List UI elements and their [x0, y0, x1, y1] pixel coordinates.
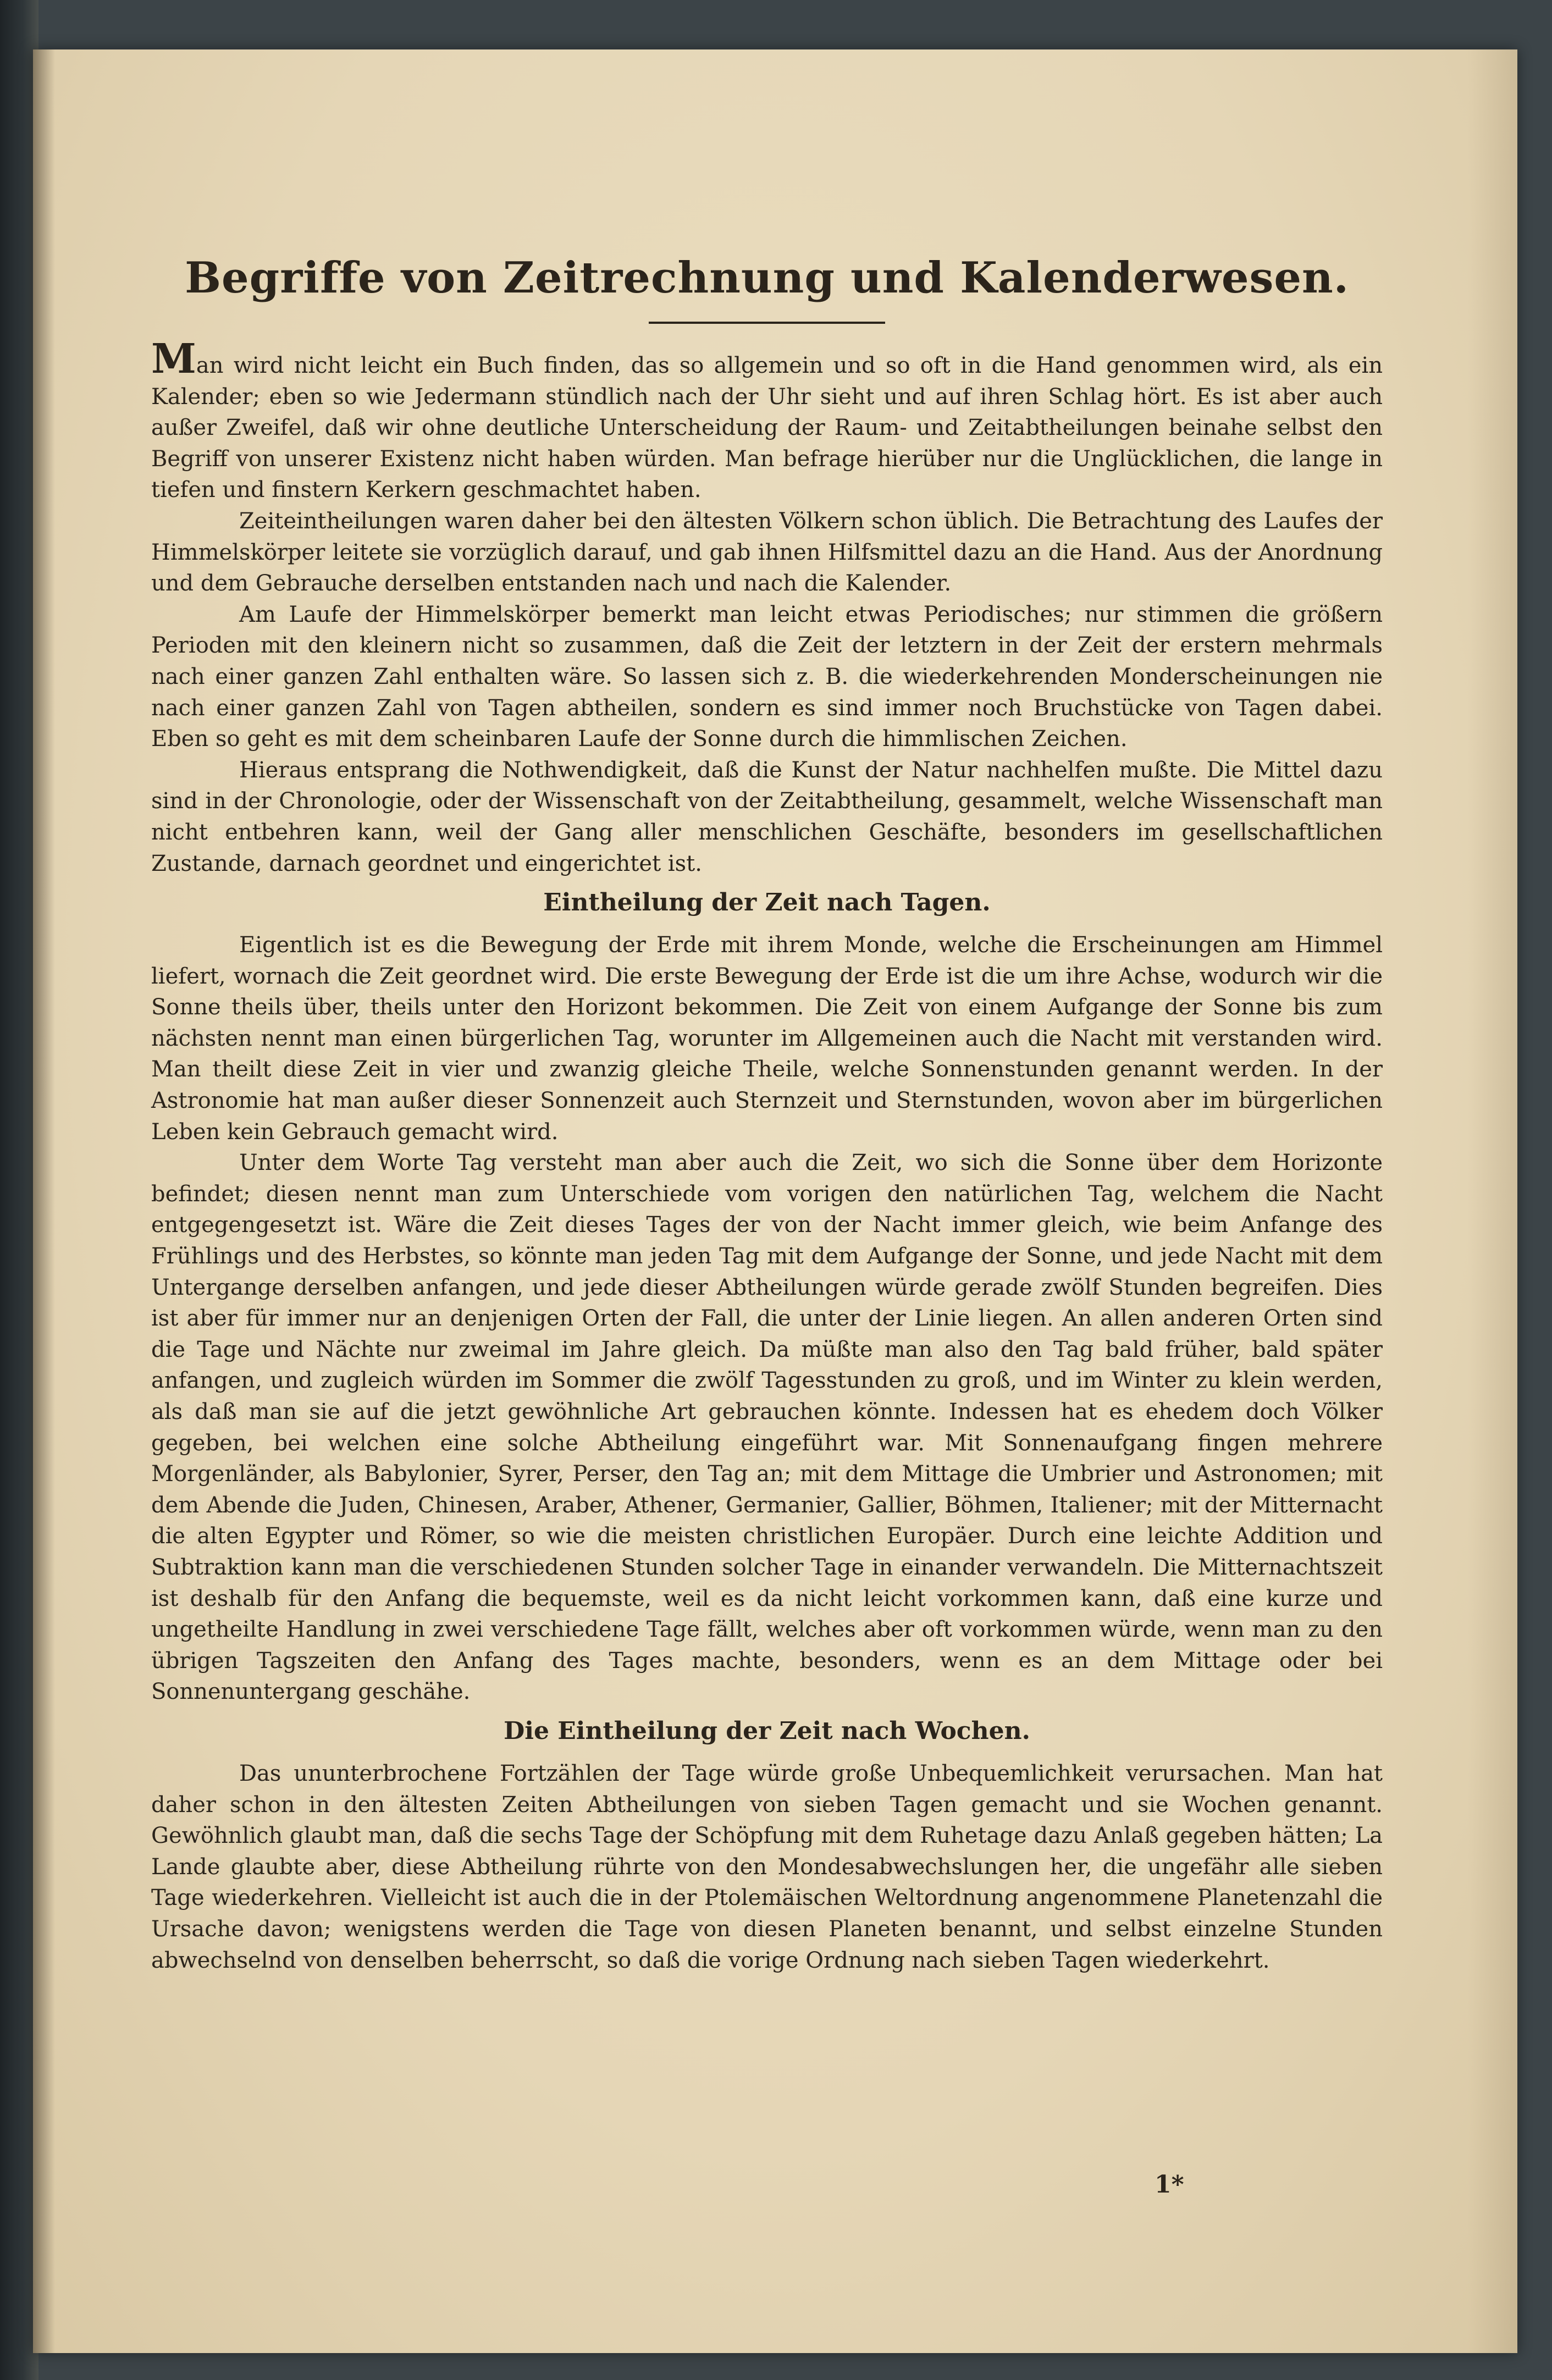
page-edge — [1468, 49, 1517, 2353]
days-paragraph-2: Unter dem Worte Tag versteht man aber auch die Zeit, wo sich die Sonne über dem Horizonte befindet; diesen nennt man zum Unterschiede vom vorigen den natürlichen Tag, welchem die Nacht entgegengesetzt ist. Wäre die Zeit dieses Tages der von der Nacht immer gleich, wie beim Anfange des Frühlings und des Herbstes, so könnte man jeden Tag mit dem Aufgange der Sonne, und jede Nacht mit dem Untergange derselben anfangen, und jede dieser Abtheilungen würde gerade zwölf Stunden begreifen. Dies ist aber für immer nur an denjenigen Orten der Fall, die unter der Linie liegen. An allen anderen Orten sind die Tage und Nächte nur zweimal im Jahre gleich. Da müßte man also den Tag bald früher, bald später anfangen, und zugleich würden im Sommer die zwölf Tagesstunden zu groß, und im Winter zu klein werden, als daß man sie auf die jetzt gewöhnliche Art gebrauchen könnte. Indessen hat es ehedem doch Völker gegeben, bei welchen eine solche Abtheilung eingeführt war. Mit Sonnenaufgang fingen mehrere Morgenländer, als Babylonier, Syrer, Perser, den Tag an; mit dem Mittage die Umbrier und Astronomen; mit dem Abende die Juden, Chinesen, Araber, Athener, Germanier, Gallier, Böhmen, Italiener; mit der Mitternacht die alten Egypter und Römer, so wie die meisten christlichen Europäer. Durch eine leichte Addition und Subtraktion kann man die verschiedenen Stunden solcher Tage in einander verwandeln. Die Mitternachtszeit ist deshalb für den Anfang die bequemste, weil es da nicht leicht vorkommen kann, daß eine kurze und ungetheilte Handlung in zwei verschiedene Tage fällt, welches aber oft vorkommen würde, wenn man zu den übrigen Tagszeiten den Anfang des Tages machte, besonders, wenn es an dem Mittage oder bei Sonnenuntergang geschähe. — [151, 1150, 1383, 1705]
intro-paragraph-4: Hieraus entsprang die Nothwendigkeit, daß die Kunst der Natur nachhelfen mußte. Die Mittel dazu sind in der Chronologie, oder der Wissenschaft von der Zeitabtheilung, gesammelt, welche Wissenschaft man nicht entbehren kann, weil der Gang aller menschlichen Geschäfte, besonders im gesellschaftlichen Zustande, darnach geordnet und eingerichtet ist. — [151, 757, 1383, 876]
intro-paragraph-1-text: an wird nicht leicht ein Buch finden, das so allgemein und so oft in die Hand genommen wird, als ein Kalender; eben so wie Jedermann stündlich nach der Uhr sieht und auf ihren Schlag hört. Es ist aber auch außer Zweifel, daß wir ohne deutliche Unterscheidung der Raum- und Zeitabtheilungen beinahe selbst den Begriff von unserer Existenz nicht haben würden. Man befrage hierüber nur die Unglücklichen, die lange in tiefen und finstern Kerkern geschmachtet haben. — [151, 353, 1383, 503]
drop-cap: M — [151, 335, 196, 383]
title-rule — [649, 322, 885, 324]
section-heading-weeks: Die Eintheilung der Zeit nach Wochen. — [504, 1716, 1030, 1745]
page-content — [151, 253, 1383, 1976]
page-number: 1* — [1155, 2171, 1184, 2199]
book-page — [33, 49, 1517, 2353]
days-paragraph-1: Eigentlich ist es die Bewegung der Erde mit ihrem Monde, welche die Erscheinungen am Himmel liefert, wornach die Zeit geordnet wird. Die erste Bewegung der Erde ist die um ihre Achse, wodurch wir die Sonne theils über, theils unter den Horizont bekommen. Die Zeit von einem Aufgange der Sonne bis zum nächsten nennt man einen bürgerlichen Tag, worunter im Allgemeinen auch die Nacht mit verstanden wird. Man theilt diese Zeit in vier und zwanzig gleiche Theile, welche Sonnenstunden genannt werden. In der Astronomie hat man außer dieser Sonnenzeit auch Sternzeit und Sternstunden, wovon aber im bürgerlichen Leben kein Gebrauch gemacht wird. — [151, 932, 1383, 1145]
intro-paragraph-2: Zeiteintheilungen waren daher bei den ältesten Völkern schon üblich. Die Betrachtung des Laufes der Himmelskörper leitete sie vorzüglich darauf, und gab ihnen Hilfsmittel dazu an die Hand. Aus der Anordnung und dem Gebrauche derselben entstanden nach und nach die Kalender. — [151, 508, 1383, 597]
intro-paragraph-1 — [151, 335, 1383, 506]
weeks-paragraph-1: Das ununterbrochene Fortzählen der Tage würde große Unbequemlichkeit verursachen. Man hat daher schon in den ältesten Zeiten Abtheilungen von sieben Tagen gemacht und sie Wochen genannt. Gewöhnlich glaubt man, daß die sechs Tage der Schöpfung mit dem Ruhetage dazu Anlaß gegeben hätten; La Lande glaubte aber, diese Abtheilung rührte von den Mondesabwechslungen her, die ungefähr alle sieben Tage wiederkehren. Vielleicht ist auch die in der Ptolemäischen Weltordnung angenommene Planetenzahl die Ursache davon; wenigstens werden die Tage von diesen Planeten benannt, und selbst einzelne Stunden abwechselnd von denselben beherrscht, so daß die vorige Ordnung nach sieben Tagen wiederkehrt. — [151, 1760, 1383, 1973]
page-title: Begriffe von Zeitrechnung und Kalenderwesen. — [185, 253, 1349, 303]
spine-shadow — [33, 49, 55, 2353]
intro-paragraph-3: Am Laufe der Himmelskörper bemerkt man leicht etwas Periodisches; nur stimmen die größern Perioden mit den kleinern nicht so zusammen, daß die Zeit der letztern in der Zeit der erstern mehrmals nach einer ganzen Zahl enthalten wäre. So lassen sich z. B. die wiederkehrenden Monderscheinungen nie nach einer ganzen Zahl von Tagen abtheilen, sondern es sind immer noch Bruchstücke von Tagen dabei. Eben so geht es mit dem scheinbaren Laufe der Sonne durch die himmlischen Zeichen. — [151, 601, 1383, 752]
section-heading-days: Eintheilung der Zeit nach Tagen. — [543, 888, 991, 917]
